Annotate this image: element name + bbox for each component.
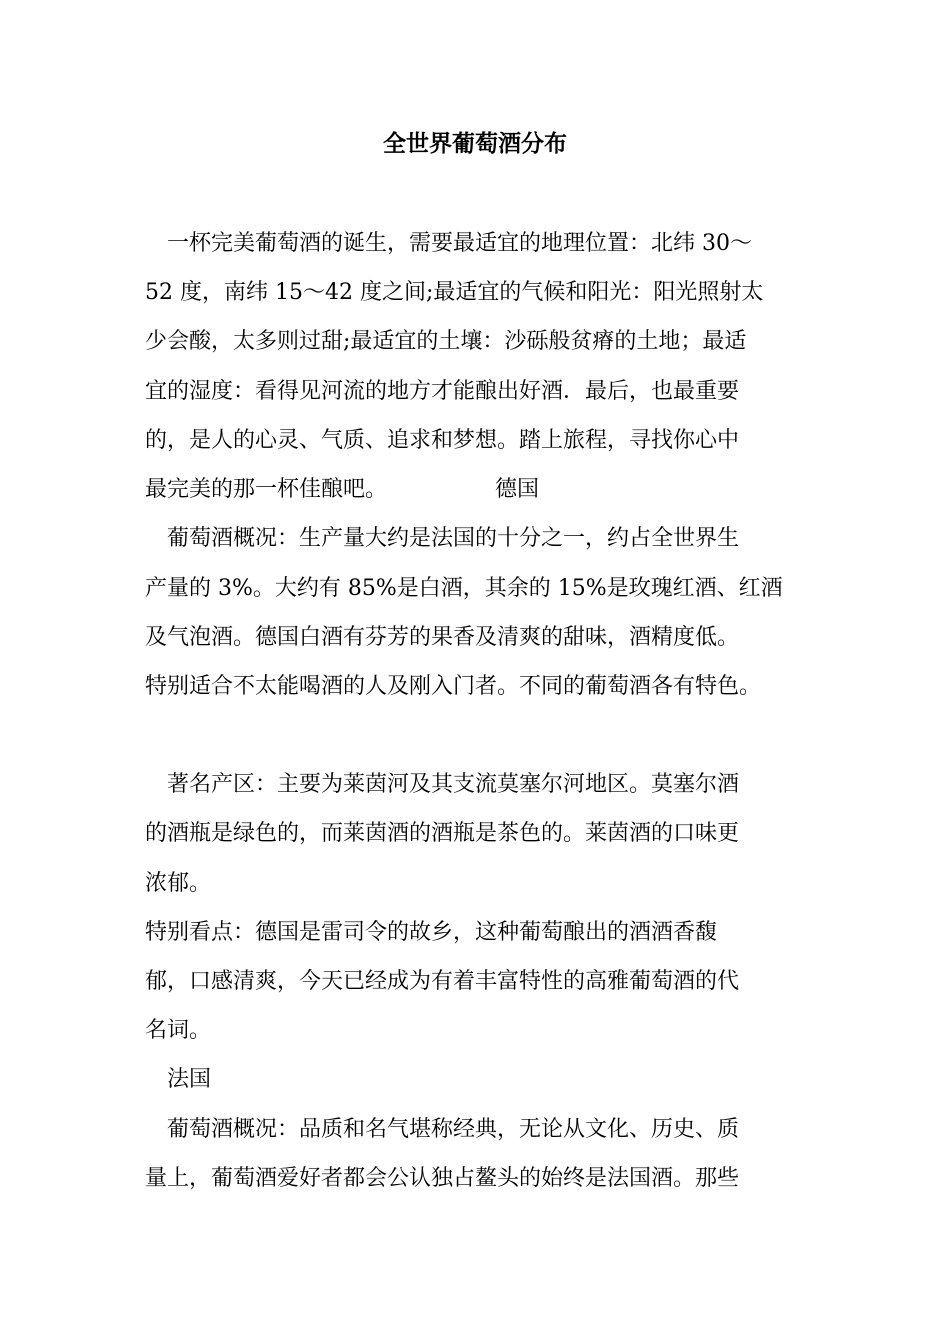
- germany-highlight-line-3: 名词。: [145, 1018, 212, 1043]
- germany-overview-line-3: 及气泡酒。德国白酒有芬芳的果香及清爽的甜味，酒精度低。: [145, 625, 740, 650]
- intro-line-6-with-heading: [145, 474, 539, 506]
- germany-overview-line-2: 产量的 3%。大约有 85%是白酒，其余的 15%是玫瑰红酒、红酒: [145, 576, 783, 601]
- document-title: 全世界葡萄酒分布: [383, 130, 567, 157]
- germany-regions-line-3: 浓郁。: [145, 871, 212, 896]
- france-overview-line-1: 葡萄酒概况：品质和名气堪称经典，无论从文化、历史、质: [145, 1117, 740, 1142]
- germany-overview-line-4: 特别适合不太能喝酒的人及刚入门者。不同的葡萄酒各有特色。: [145, 674, 762, 699]
- germany-overview-line-1: 葡萄酒概况：生产量大约是法国的十分之一，约占全世界生: [145, 526, 740, 551]
- germany-highlight-line-1: 特别看点：德国是雷司令的故乡，这种葡萄酿出的酒酒香馥: [145, 920, 718, 945]
- germany-highlight-line-2: 郁，口感清爽，今天已经成为有着丰富特性的高雅葡萄酒的代: [145, 969, 740, 994]
- intro-line-5: 的，是人的心灵、气质、追求和梦想。踏上旅程，寻找你心中: [145, 428, 740, 453]
- germany-regions-line-1: 著名产区：主要为莱茵河及其支流莫塞尔河地区。莫塞尔酒: [145, 772, 740, 797]
- section-heading-france: 法国: [145, 1067, 212, 1092]
- germany-regions-line-2: 的酒瓶是绿色的，而莱茵酒的酒瓶是茶色的。莱茵酒的口味更: [145, 821, 740, 846]
- france-overview-line-2: 量上，葡萄酒爱好者都会公认独占鳌头的始终是法国酒。那些: [145, 1166, 740, 1191]
- intro-line-3: 少会酸，太多则过甜;最适宜的土壤：沙砾般贫瘠的土地；最适: [145, 329, 747, 354]
- section-heading-germany: 德国: [495, 477, 540, 502]
- intro-line-6: 最完美的那一杯佳酿吧。: [145, 477, 388, 502]
- intro-line-1: 一杯完美葡萄酒的诞生，需要最适宜的地理位置：北纬 30～: [145, 231, 752, 256]
- intro-line-4: 宜的湿度：看得见河流的地方才能酿出好酒．最后，也最重要: [145, 379, 740, 404]
- intro-line-2: 52 度，南纬 15～42 度之间;最适宜的气候和阳光：阳光照射太: [145, 280, 764, 305]
